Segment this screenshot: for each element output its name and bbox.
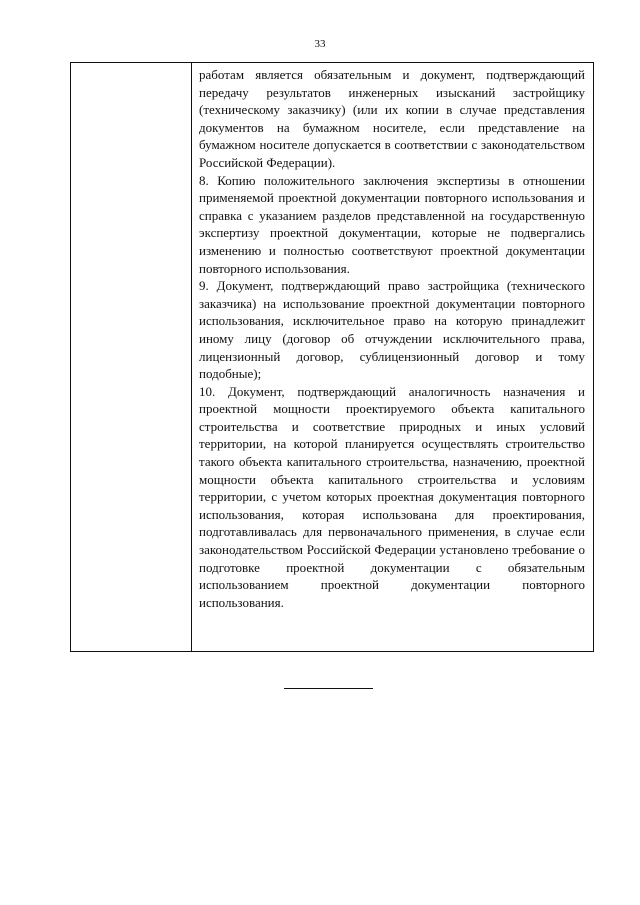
table-right-cell: [199, 66, 585, 611]
paragraph-item-8: 8. Копию положительного заключения экспертизы в отношении применяемой проектной документации повторного использования и справка с указанием разделов представленной на государственную экспертизу проектной документации, которые не подвергались изменению и полностью соответствуют проектной документации повторного использования.: [199, 172, 585, 276]
column-divider: [191, 63, 192, 651]
table-left-cell: [71, 63, 191, 651]
document-table: [70, 62, 594, 652]
paragraph-item-10: 10. Документ, подтверждающий аналогичность назначения и проектной мощности проектируемого объекта капитального строительства и соответствие природных и иных условий территории, на которой планируется осуществлять строительство такого объекта капитального строительства, назначению, проектной мощности объекта капитального строительства и условиям территории, с учетом которых проектная документация повторного использования, которая использована для проектирования, подготавливалась для первоначального применения, в случае если законодательством Российской Федерации установлено требование о подготовке проектной документации с обязательным использованием проектной документации повторного использования.: [199, 383, 585, 610]
closing-rule: [284, 688, 373, 689]
paragraph-continuation: работам является обязательным и документ, подтверждающий передачу результатов инженерных изысканий застройщику (техническому заказчику) (или их копии в случае представления документов на бумажном носителе, если представление на бумажном носителе допускается в соответствии с законодательством Российской Федерации).: [199, 67, 585, 170]
page-number: 33: [314, 38, 326, 50]
paragraph-item-9: 9. Документ, подтверждающий право застройщика (технического заказчика) на использование проектной документации повторного использования, исключительное право на которую принадлежит иному лицу (договор об отчуждении исключительного права, лицензионный договор, сублицензионный договор и тому подобные);: [199, 278, 585, 382]
